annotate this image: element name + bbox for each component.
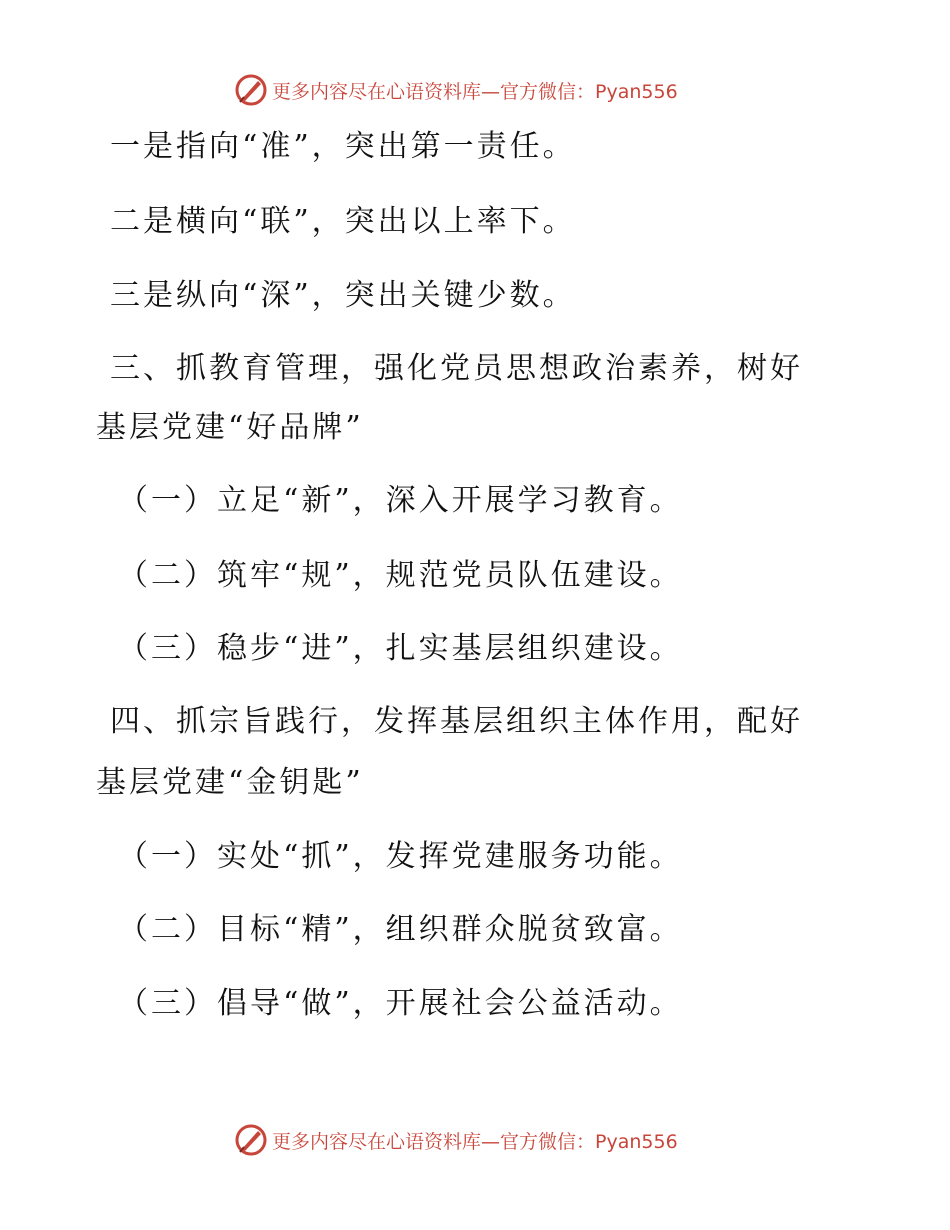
footer-banner [234, 1122, 678, 1158]
content-line: 一是指向“准”，突出第一责任。 [110, 129, 576, 164]
content-line: 二是横向“联”，突出以上率下。 [110, 204, 576, 239]
content-line: （二）筑牢“规”，规范党员队伍建设。 [118, 558, 683, 593]
content-line: （二）目标“精”，组织群众脱贫致富。 [118, 912, 683, 947]
section-heading: 四、抓宗旨践行，发挥基层组织主体作用，配好 [110, 704, 803, 739]
content-line: （一）立足“新”，深入开展学习教育。 [118, 483, 683, 518]
section-heading-continued: 基层党建“金钥匙” [96, 765, 364, 800]
quill-logo-icon [234, 73, 268, 107]
section-heading: 三、抓教育管理，强化党员思想政治素养，树好 [110, 351, 803, 386]
content-line: （三）倡导“做”，开展社会公益活动。 [118, 986, 683, 1021]
header-banner-text: 更多内容尽在心语资料库—官方微信：Pyan556 [272, 80, 678, 103]
content-line: （三）稳步“进”，扎实基层组织建设。 [118, 631, 683, 666]
header-banner [234, 72, 678, 108]
footer-banner-text: 更多内容尽在心语资料库—官方微信：Pyan556 [272, 1130, 678, 1153]
content-line: （一）实处“抓”，发挥党建服务功能。 [118, 839, 683, 874]
section-heading-continued: 基层党建“好品牌” [96, 410, 364, 445]
quill-logo-icon [234, 1123, 268, 1157]
content-line: 三是纵向“深”，突出关键少数。 [110, 278, 576, 313]
